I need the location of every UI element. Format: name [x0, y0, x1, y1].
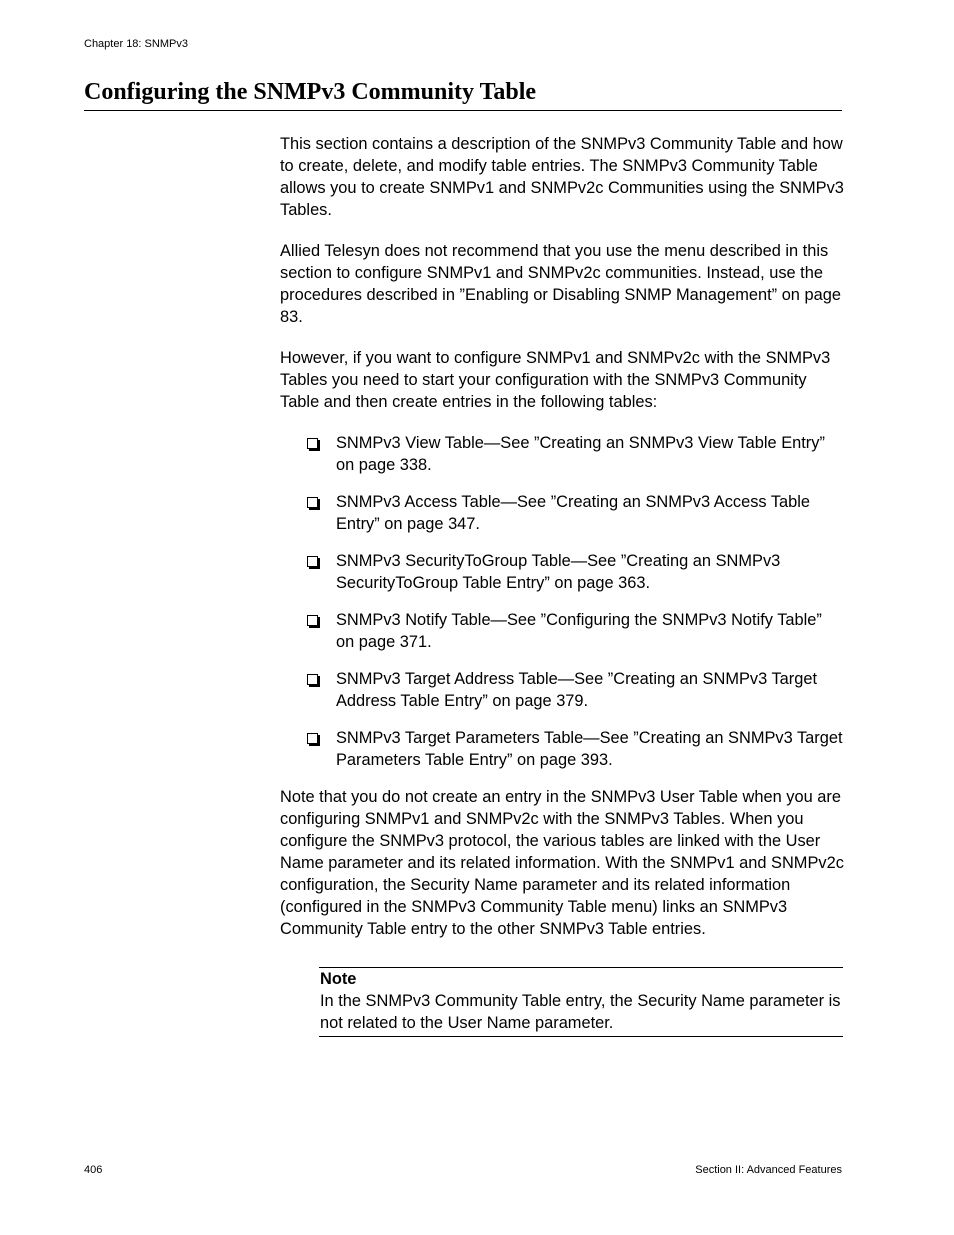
note-box	[319, 967, 843, 1037]
tables-intro-paragraph: However, if you want to configure SNMPv1 and SNMPv2c with the SNMPv3 Tables you need to start your configuration with the SNMPv3 Community Table and then create entries in the following tables:	[280, 349, 831, 411]
checkbox-bullet-icon	[307, 438, 318, 449]
note-heading: Note	[320, 970, 357, 988]
recommendation-paragraph: Allied Telesyn does not recommend that you use the menu described in this section to configure SNMPv1 and SNMPv2c communities. Instead, use the procedures described in ”Enabling or Disabling SNMP Management” on page 83.	[280, 242, 841, 326]
note-text: In the SNMPv3 Community Table entry, the Security Name parameter is not related to the User Name parameter.	[320, 992, 841, 1032]
list-item	[307, 491, 844, 535]
list-item	[307, 609, 844, 653]
list-item-text: SNMPv3 Target Parameters Table—See ”Creating an SNMPv3 Target Parameters Table Entry” on page 393.	[336, 729, 843, 769]
checkbox-bullet-icon	[307, 556, 318, 567]
intro-paragraph: This section contains a description of the SNMPv3 Community Table and how to create, delete, and modify table entries. The SNMPv3 Community Table allows you to create SNMPv1 and SNMPv2c Communities using the SNMPv3 Tables.	[280, 135, 844, 219]
checkbox-bullet-icon	[307, 733, 318, 744]
list-item-text: SNMPv3 Notify Table—See ”Configuring the SNMPv3 Notify Table” on page 371.	[336, 611, 822, 651]
checkbox-bullet-icon	[307, 674, 318, 685]
closing-paragraph: Note that you do not create an entry in the SNMPv3 User Table when you are configuring SNMPv1 and SNMPv2c with the SNMPv3 Tables. When you configure the SNMPv3 protocol, the various tables are linked with the User Name parameter and its related information. With the SNMPv1 and SNMPv2c configuration, the Security Name parameter and its related information (configured in the SNMPv3 Community Table menu) links an SNMPv3 Community Table entry to the other SNMPv3 Table entries.	[280, 788, 844, 938]
list-item	[307, 432, 844, 476]
list-item-text: SNMPv3 SecurityToGroup Table—See ”Creating an SNMPv3 SecurityToGroup Table Entry” on page 363.	[336, 552, 781, 592]
checkbox-bullet-icon	[307, 497, 318, 508]
list-item	[307, 668, 844, 712]
page-number: 406	[84, 1164, 103, 1176]
list-item	[307, 550, 844, 594]
table-list	[280, 432, 844, 771]
page-title: Configuring the SNMPv3 Community Table	[84, 76, 842, 111]
list-item-text: SNMPv3 View Table—See ”Creating an SNMPv3 View Table Entry” on page 338.	[336, 434, 825, 474]
body-column	[280, 133, 844, 1037]
list-item-text: SNMPv3 Target Address Table—See ”Creating an SNMPv3 Target Address Table Entry” on page 379.	[336, 670, 818, 710]
list-item-text: SNMPv3 Access Table—See ”Creating an SNMPv3 Access Table Entry” on page 347.	[336, 493, 811, 533]
list-item	[307, 727, 844, 771]
checkbox-bullet-icon	[307, 615, 318, 626]
running-head: Chapter 18: SNMPv3	[84, 38, 188, 50]
footer-section: Section II: Advanced Features	[695, 1164, 842, 1176]
